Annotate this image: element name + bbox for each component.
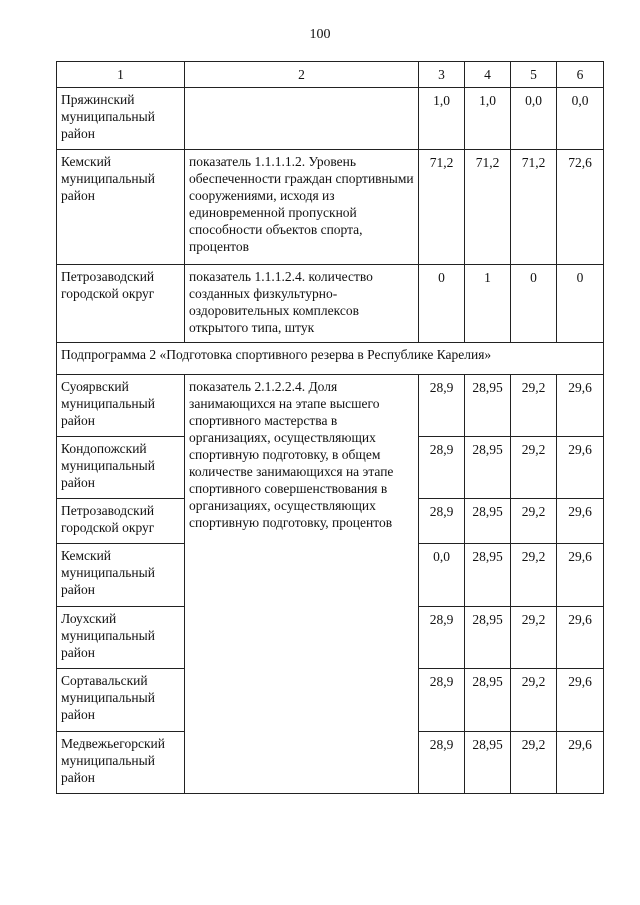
district-name: Петрозаводский городской округ [57, 499, 185, 544]
district-name: Пряжинский муниципальный район [57, 88, 185, 150]
value-cell: 71,2 [465, 150, 511, 265]
value-cell: 29,6 [557, 437, 604, 499]
district-name: Кемский муниципальный район [57, 544, 185, 607]
value-cell: 0,0 [511, 88, 557, 150]
value-cell: 28,95 [465, 607, 511, 669]
table-row [57, 88, 604, 150]
district-name: Кондопожский муниципальный район [57, 437, 185, 499]
value-cell: 29,2 [511, 607, 557, 669]
value-cell: 29,2 [511, 375, 557, 437]
value-cell: 29,6 [557, 499, 604, 544]
value-cell: 29,2 [511, 669, 557, 732]
value-cell: 28,9 [419, 499, 465, 544]
value-cell: 28,9 [419, 669, 465, 732]
subprogram-title: Подпрограмма 2 «Подготовка спортивного резерва в Республике Карелия» [57, 343, 604, 375]
district-name: Кемский муниципальный район [57, 150, 185, 265]
section-row [57, 343, 604, 375]
district-name: Сортавальский муниципальный район [57, 669, 185, 732]
indicators-table [56, 61, 604, 794]
value-cell: 29,6 [557, 669, 604, 732]
column-header: 3 [419, 62, 465, 88]
value-cell: 72,6 [557, 150, 604, 265]
table-row [57, 375, 604, 437]
value-cell: 28,95 [465, 544, 511, 607]
indicator-text: показатель 1.1.1.1.2. Уровень обеспеченности граждан спортивными сооружениями, исходя из единовременной пропускной способности объектов спорта, процентов [185, 150, 419, 265]
value-cell: 28,9 [419, 437, 465, 499]
value-cell: 29,6 [557, 732, 604, 794]
value-cell: 28,95 [465, 732, 511, 794]
column-header: 4 [465, 62, 511, 88]
value-cell: 0 [419, 265, 465, 343]
value-cell: 0,0 [557, 88, 604, 150]
value-cell: 28,95 [465, 375, 511, 437]
district-name: Петрозаводский городской округ [57, 265, 185, 343]
value-cell: 28,9 [419, 375, 465, 437]
value-cell: 28,95 [465, 499, 511, 544]
value-cell: 28,95 [465, 437, 511, 499]
value-cell: 1,0 [419, 88, 465, 150]
column-header: 1 [57, 62, 185, 88]
indicator-text [185, 88, 419, 150]
value-cell: 0 [557, 265, 604, 343]
header-row [57, 62, 604, 88]
table-row [57, 150, 604, 265]
value-cell: 1,0 [465, 88, 511, 150]
table-row [57, 265, 604, 343]
indicator-text: показатель 2.1.2.2.4. Доля занимающихся на этапе высшего спортивного мастерства в организациях, осуществляющих спортивную подготовку, в общем количестве занимающихся на этапе спортивного совершенствования в организациях, осуществляющих спортивную подготовку, процентов [185, 375, 419, 794]
value-cell: 29,2 [511, 544, 557, 607]
value-cell: 71,2 [511, 150, 557, 265]
value-cell: 29,2 [511, 499, 557, 544]
indicator-text: показатель 1.1.1.2.4. количество созданных физкультурно-оздоровительных комплексов открытого типа, штук [185, 265, 419, 343]
value-cell: 0,0 [419, 544, 465, 607]
value-cell: 29,6 [557, 607, 604, 669]
value-cell: 29,6 [557, 375, 604, 437]
value-cell: 71,2 [419, 150, 465, 265]
value-cell: 1 [465, 265, 511, 343]
value-cell: 28,9 [419, 607, 465, 669]
district-name: Медвежьегорский муниципальный район [57, 732, 185, 794]
page-number: 100 [309, 27, 331, 42]
district-name: Лоухский муниципальный район [57, 607, 185, 669]
column-header: 6 [557, 62, 604, 88]
value-cell: 0 [511, 265, 557, 343]
value-cell: 29,2 [511, 732, 557, 794]
district-name: Суоярвский муниципальный район [57, 375, 185, 437]
value-cell: 28,95 [465, 669, 511, 732]
value-cell: 29,6 [557, 544, 604, 607]
column-header: 5 [511, 62, 557, 88]
value-cell: 28,9 [419, 732, 465, 794]
column-header: 2 [185, 62, 419, 88]
value-cell: 29,2 [511, 437, 557, 499]
